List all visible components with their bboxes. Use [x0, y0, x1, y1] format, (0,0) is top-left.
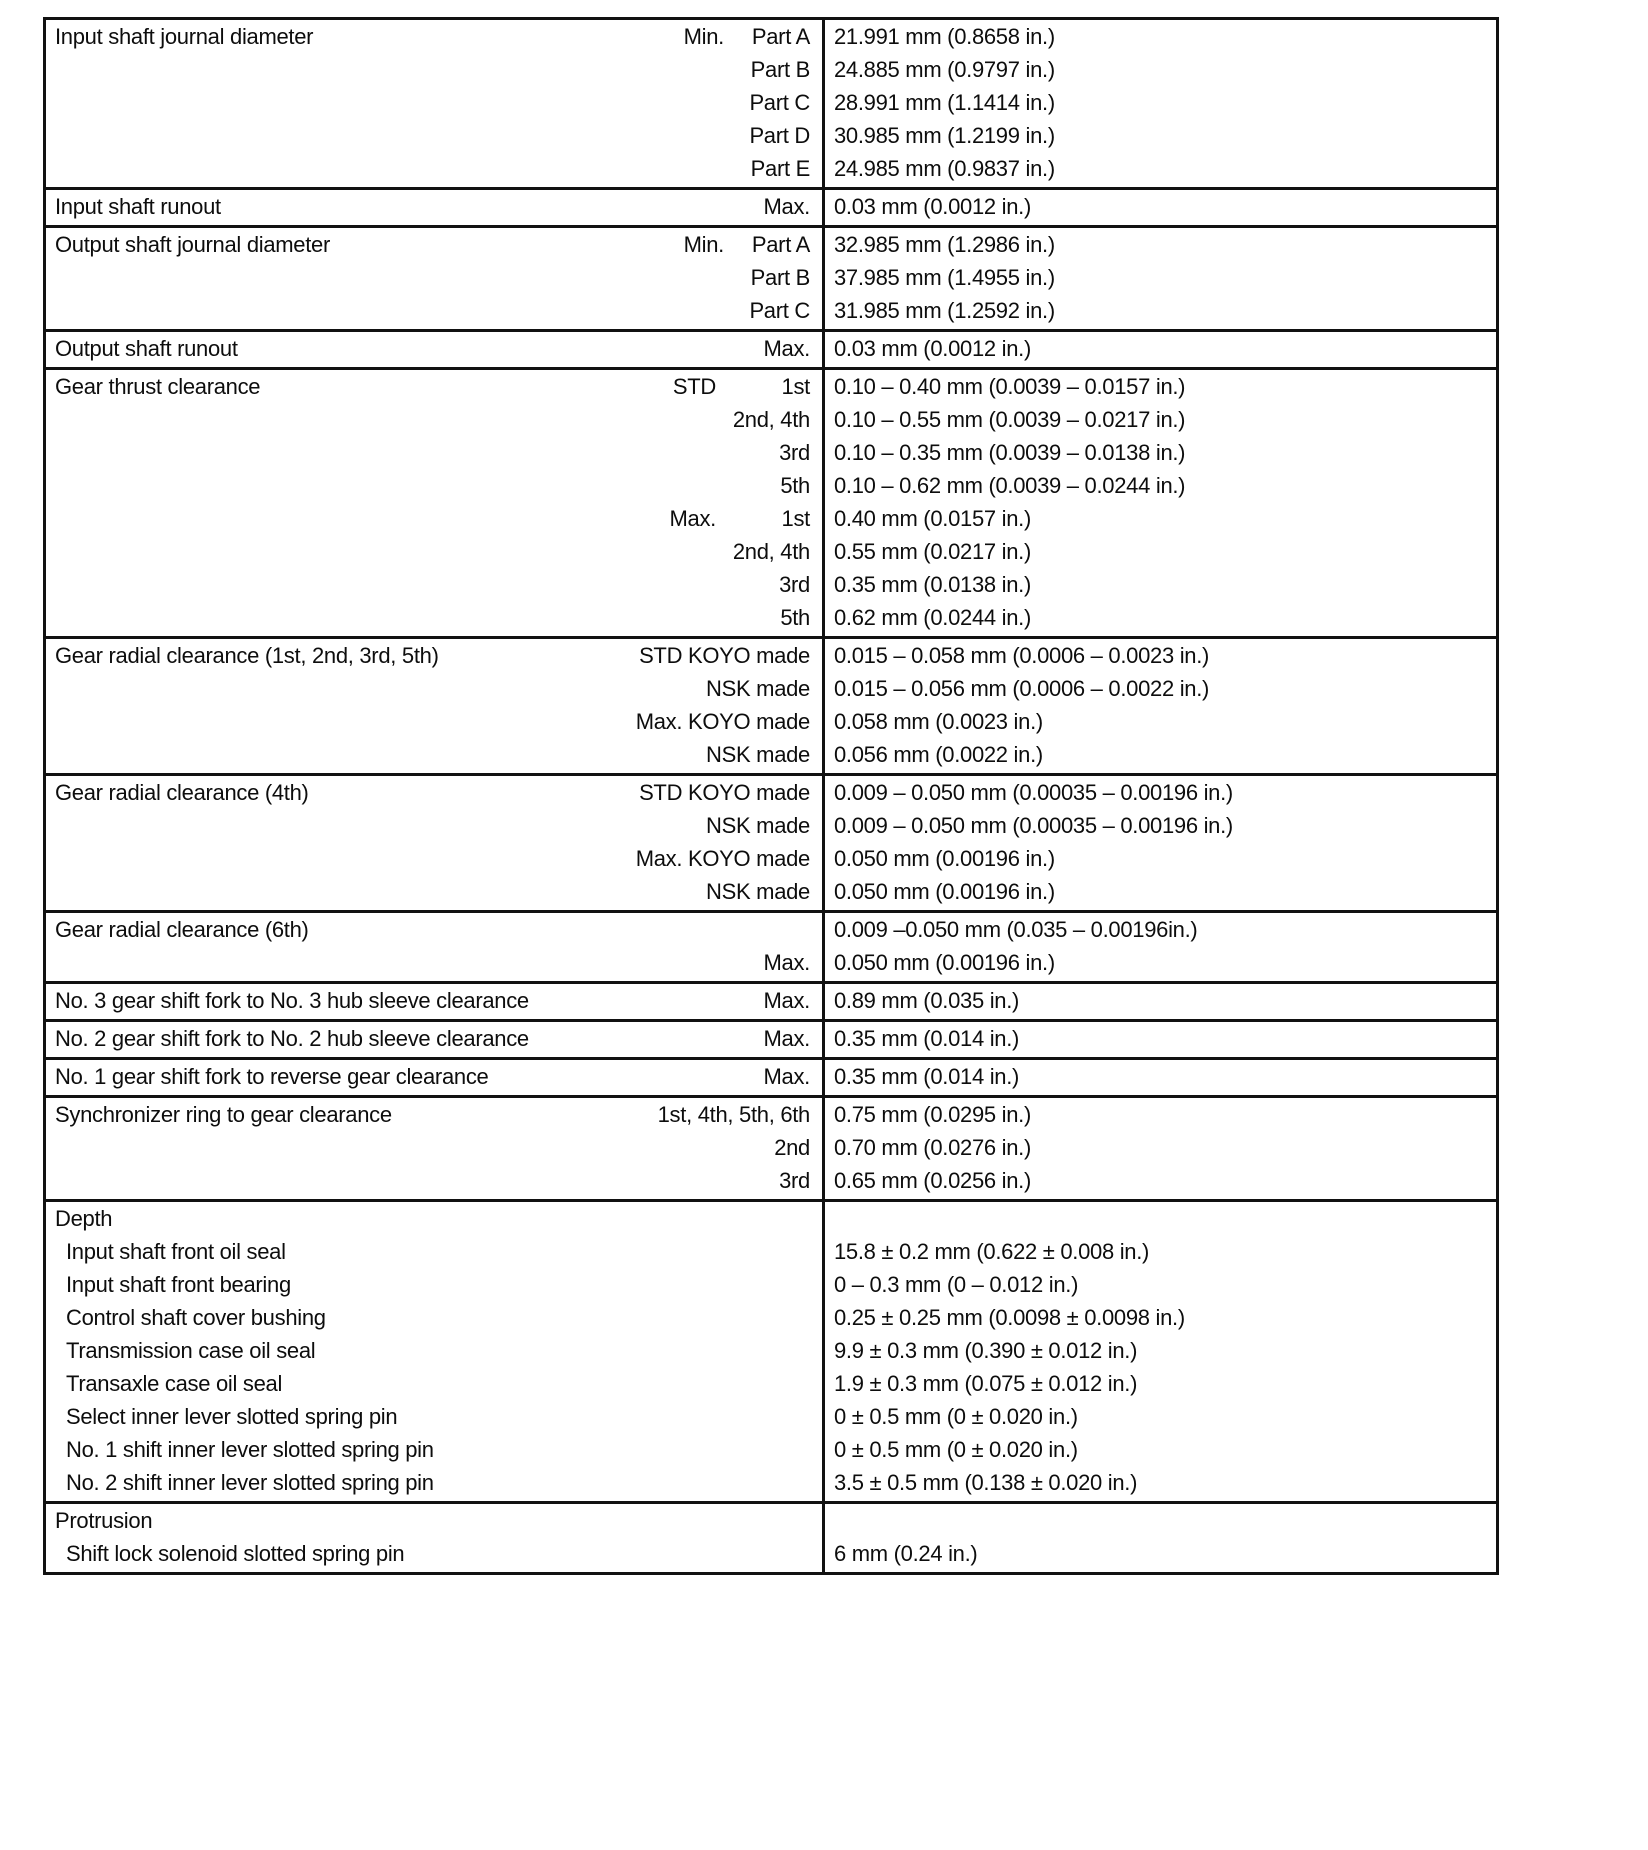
sub-item-name: No. 1 shift inner lever slotted spring pin [66, 1437, 434, 1462]
sub-item-name: Transaxle case oil seal [66, 1371, 283, 1396]
condition-line [46, 469, 822, 502]
condition-line [46, 568, 822, 601]
cell-padding [825, 327, 1496, 329]
sub-item-value: 3.5 ± 0.5 mm (0.138 ± 0.020 in.) [834, 1470, 1138, 1495]
spec-item-cell [45, 983, 824, 1021]
cell-padding [825, 979, 1496, 981]
condition-line [46, 152, 822, 185]
spec-row [45, 983, 1498, 1021]
cell-padding [825, 223, 1496, 225]
condition-label: 1st, 4th, 5th, 6th [657, 1102, 810, 1127]
condition-label: NSK made [706, 676, 810, 701]
spec-item-cell [45, 227, 824, 331]
spec-item-cell [45, 369, 824, 638]
spec-value: 0.058 mm (0.0023 in.) [834, 709, 1043, 734]
condition-label: Max. KOYO made [635, 846, 810, 871]
condition-line [46, 1131, 822, 1164]
blank-line [825, 1202, 1496, 1235]
item-name: Input shaft runout [55, 194, 221, 219]
condition-label: Part C [749, 90, 810, 115]
condition-label: Max. KOYO made [635, 709, 810, 734]
item-name: Input shaft journal diameter [55, 24, 314, 49]
spec-value: 0.10 – 0.35 mm (0.0039 – 0.0138 in.) [834, 440, 1186, 465]
spec-value: 0.89 mm (0.035 in.) [834, 988, 1020, 1013]
spec-value-cell [824, 227, 1498, 331]
cell-padding [825, 1093, 1496, 1095]
sub-item-value: 0 ± 0.5 mm (0 ± 0.020 in.) [834, 1404, 1078, 1429]
spec-value: 0.015 – 0.058 mm (0.0006 – 0.0023 in.) [834, 643, 1210, 668]
condition-label: Part D [749, 123, 810, 148]
cell-padding [825, 365, 1496, 367]
condition-line [46, 436, 822, 469]
spec-value-cell [824, 1097, 1498, 1201]
cell-padding [46, 1499, 822, 1501]
spec-value: 0.35 mm (0.014 in.) [834, 1026, 1020, 1051]
item-name: Gear radial clearance (6th) [55, 917, 309, 942]
condition-label: Part E [750, 156, 810, 181]
condition-line [46, 946, 822, 979]
spec-item-cell [45, 1097, 824, 1201]
spec-row [45, 1059, 1498, 1097]
sub-item-value: 0 ± 0.5 mm (0 ± 0.020 in.) [834, 1437, 1078, 1462]
sub-item-name: Input shaft front bearing [66, 1272, 291, 1297]
condition-line [46, 294, 822, 327]
condition-label: STD KOYO made [639, 643, 810, 668]
condition-line [46, 842, 822, 875]
spec-value-cell [824, 775, 1498, 912]
condition-label: Part C [749, 298, 810, 323]
cell-padding [825, 908, 1496, 910]
sub-item-value: 6 mm (0.24 in.) [834, 1541, 978, 1566]
spec-row [45, 912, 1498, 983]
spec-value: 32.985 mm (1.2986 in.) [834, 232, 1055, 257]
cell-padding [825, 1055, 1496, 1057]
condition-label: 2nd, 4th [732, 539, 810, 564]
sub-item-value: 9.9 ± 0.3 mm (0.390 ± 0.012 in.) [834, 1338, 1138, 1363]
spec-value-cell [824, 369, 1498, 638]
cell-padding [46, 1055, 822, 1057]
spec-value: 24.985 mm (0.9837 in.) [834, 156, 1055, 181]
spec-value: 0.015 – 0.056 mm (0.0006 – 0.0022 in.) [834, 676, 1210, 701]
cell-padding [46, 327, 822, 329]
blank-line [825, 1504, 1496, 1537]
spec-row [45, 189, 1498, 227]
condition-label: Part B [750, 57, 810, 82]
condition-label: 2nd [774, 1135, 810, 1160]
condition-label: 3rd [779, 572, 810, 597]
sub-item-value: 0.25 ± 0.25 mm (0.0098 ± 0.0098 in.) [834, 1305, 1185, 1330]
spec-value: 0.70 mm (0.0276 in.) [834, 1135, 1031, 1160]
condition-line [46, 332, 822, 365]
section-heading-line [46, 1504, 822, 1537]
cell-padding [825, 185, 1496, 187]
condition-label: Max. [763, 950, 810, 975]
condition-label: Max. [763, 336, 810, 361]
spec-value: 21.991 mm (0.8658 in.) [834, 24, 1055, 49]
qualifier-label: Min. [683, 24, 724, 49]
condition-label: STD KOYO made [639, 780, 810, 805]
item-name: No. 2 gear shift fork to No. 2 hub sleeve clearance [55, 1026, 529, 1051]
spec-item-cell [45, 1503, 824, 1574]
spec-value: 37.985 mm (1.4955 in.) [834, 265, 1055, 290]
spec-item-cell [45, 638, 824, 775]
spec-value: 24.885 mm (0.9797 in.) [834, 57, 1055, 82]
item-name: Gear radial clearance (4th) [55, 780, 309, 805]
spec-row [45, 227, 1498, 331]
condition-line [46, 86, 822, 119]
condition-line [46, 639, 822, 672]
spec-value: 31.985 mm (1.2592 in.) [834, 298, 1055, 323]
condition-line [46, 875, 822, 908]
spec-value: 28.991 mm (1.1414 in.) [834, 90, 1055, 115]
spec-value-cell [824, 1503, 1498, 1574]
qualifier-label: Max. [669, 506, 716, 531]
spec-row [45, 638, 1498, 775]
cell-padding [46, 1570, 822, 1572]
condition-line [46, 119, 822, 152]
spec-row [45, 775, 1498, 912]
cell-padding [825, 771, 1496, 773]
sub-item-value: 15.8 ± 0.2 mm (0.622 ± 0.008 in.) [834, 1239, 1150, 1264]
condition-label: Max. [763, 194, 810, 219]
sub-item-value: 1.9 ± 0.3 mm (0.075 ± 0.012 in.) [834, 1371, 1138, 1396]
cell-padding [825, 1570, 1496, 1572]
spec-value: 0.050 mm (0.00196 in.) [834, 950, 1055, 975]
spec-value: 0.62 mm (0.0244 in.) [834, 605, 1031, 630]
condition-label: NSK made [706, 879, 810, 904]
spec-row [45, 331, 1498, 369]
spec-value: 0.03 mm (0.0012 in.) [834, 336, 1031, 361]
spec-value-cell [824, 331, 1498, 369]
condition-label: 5th [780, 473, 810, 498]
spec-item-cell [45, 1201, 824, 1503]
condition-label: 3rd [779, 1168, 810, 1193]
spec-value: 30.985 mm (1.2199 in.) [834, 123, 1055, 148]
sub-item-name: Shift lock solenoid slotted spring pin [66, 1541, 405, 1566]
spec-item-cell [45, 775, 824, 912]
condition-line [46, 190, 822, 223]
spec-value: 0.009 – 0.050 mm (0.00035 – 0.00196 in.) [834, 780, 1233, 805]
condition-line [46, 261, 822, 294]
condition-line [46, 228, 822, 261]
spec-item-cell [45, 19, 824, 189]
condition-line [46, 1022, 822, 1055]
condition-label: Part A [751, 24, 810, 49]
condition-label: NSK made [706, 742, 810, 767]
condition-label: 1st [781, 374, 810, 399]
spec-item-cell [45, 1021, 824, 1059]
cell-padding [46, 223, 822, 225]
cell-padding [46, 185, 822, 187]
spec-value: 0.009 –0.050 mm (0.035 – 0.00196in.) [834, 917, 1198, 942]
condition-label: Max. [763, 988, 810, 1013]
item-name: No. 1 gear shift fork to reverse gear clearance [55, 1064, 489, 1089]
spec-value-cell [824, 19, 1498, 189]
condition-line [46, 672, 822, 705]
condition-line [46, 738, 822, 771]
cell-padding [825, 1017, 1496, 1019]
cell-padding [825, 1197, 1496, 1199]
condition-line [46, 984, 822, 1017]
spec-value: 0.009 – 0.050 mm (0.00035 – 0.00196 in.) [834, 813, 1233, 838]
spec-value: 0.75 mm (0.0295 in.) [834, 1102, 1031, 1127]
condition-line [46, 502, 822, 535]
spec-value: 0.55 mm (0.0217 in.) [834, 539, 1031, 564]
condition-label: Max. [763, 1026, 810, 1051]
spec-value-cell [824, 983, 1498, 1021]
cell-padding [46, 365, 822, 367]
spec-value: 0.40 mm (0.0157 in.) [834, 506, 1031, 531]
spec-row [45, 1097, 1498, 1201]
condition-line [46, 809, 822, 842]
sub-item-name: No. 2 shift inner lever slotted spring pin [66, 1470, 434, 1495]
spec-value: 0.050 mm (0.00196 in.) [834, 846, 1055, 871]
spec-row [45, 369, 1498, 638]
spec-item-cell [45, 331, 824, 369]
condition-line [46, 370, 822, 403]
sub-item-value: 0 – 0.3 mm (0 – 0.012 in.) [834, 1272, 1079, 1297]
cell-padding [46, 1197, 822, 1199]
qualifier-label: Min. [683, 232, 724, 257]
sub-item-name: Transmission case oil seal [66, 1338, 316, 1363]
spec-row [45, 19, 1498, 189]
spec-value: 0.03 mm (0.0012 in.) [834, 194, 1031, 219]
spec-item-cell [45, 912, 824, 983]
item-name: Output shaft runout [55, 336, 238, 361]
item-name: Gear radial clearance (1st, 2nd, 3rd, 5th) [55, 643, 439, 668]
condition-line [46, 20, 822, 53]
condition-label: 3rd [779, 440, 810, 465]
section-heading-line [46, 1202, 822, 1235]
spec-value-cell [824, 912, 1498, 983]
spec-value: 0.10 – 0.62 mm (0.0039 – 0.0244 in.) [834, 473, 1186, 498]
section-heading: Depth [55, 1206, 113, 1231]
spec-value-cell [824, 1021, 1498, 1059]
spec-item-cell [45, 189, 824, 227]
condition-line [46, 1164, 822, 1197]
spec-value-cell [824, 1059, 1498, 1097]
specification-table-body [45, 19, 1498, 1574]
spec-row [45, 1021, 1498, 1059]
cell-padding [825, 1499, 1496, 1501]
sub-item-name: Select inner lever slotted spring pin [66, 1404, 398, 1429]
condition-label: 1st [781, 506, 810, 531]
spec-item-cell [45, 1059, 824, 1097]
spec-value: 0.35 mm (0.0138 in.) [834, 572, 1031, 597]
spec-value: 0.65 mm (0.0256 in.) [834, 1168, 1031, 1193]
cell-padding [46, 979, 822, 981]
cell-padding [46, 771, 822, 773]
sub-item-name: Control shaft cover bushing [66, 1305, 326, 1330]
item-name: No. 3 gear shift fork to No. 3 hub sleeve clearance [55, 988, 529, 1013]
cell-padding [46, 1093, 822, 1095]
condition-line [46, 535, 822, 568]
spec-value: 0.35 mm (0.014 in.) [834, 1064, 1020, 1089]
condition-label: Part B [750, 265, 810, 290]
spec-value-cell [824, 189, 1498, 227]
specification-table [43, 17, 1499, 1575]
cell-padding [46, 1017, 822, 1019]
spec-row [45, 1201, 1498, 1503]
item-name: Gear thrust clearance [55, 374, 261, 399]
spec-value: 0.10 – 0.55 mm (0.0039 – 0.0217 in.) [834, 407, 1186, 432]
condition-line [46, 1098, 822, 1131]
cell-padding [825, 634, 1496, 636]
condition-label: Max. [763, 1064, 810, 1089]
condition-line [46, 1060, 822, 1093]
spec-value: 0.050 mm (0.00196 in.) [834, 879, 1055, 904]
condition-label: 2nd, 4th [732, 407, 810, 432]
spec-value: 0.056 mm (0.0022 in.) [834, 742, 1043, 767]
condition-label: NSK made [706, 813, 810, 838]
item-name: Synchronizer ring to gear clearance [55, 1102, 392, 1127]
sub-item-name: Input shaft front oil seal [66, 1239, 286, 1264]
condition-line [46, 776, 822, 809]
condition-line [46, 601, 822, 634]
condition-line [46, 913, 822, 946]
condition-label: 5th [780, 605, 810, 630]
cell-padding [46, 908, 822, 910]
condition-line [46, 53, 822, 86]
condition-line [46, 705, 822, 738]
section-heading: Protrusion [55, 1508, 153, 1533]
condition-line [46, 403, 822, 436]
condition-label: Part A [751, 232, 810, 257]
item-name: Output shaft journal diameter [55, 232, 331, 257]
cell-padding [46, 634, 822, 636]
spec-value: 0.10 – 0.40 mm (0.0039 – 0.0157 in.) [834, 374, 1186, 399]
spec-value-cell [824, 638, 1498, 775]
spec-value-cell [824, 1201, 1498, 1503]
qualifier-label: STD [672, 374, 716, 399]
spec-row [45, 1503, 1498, 1574]
